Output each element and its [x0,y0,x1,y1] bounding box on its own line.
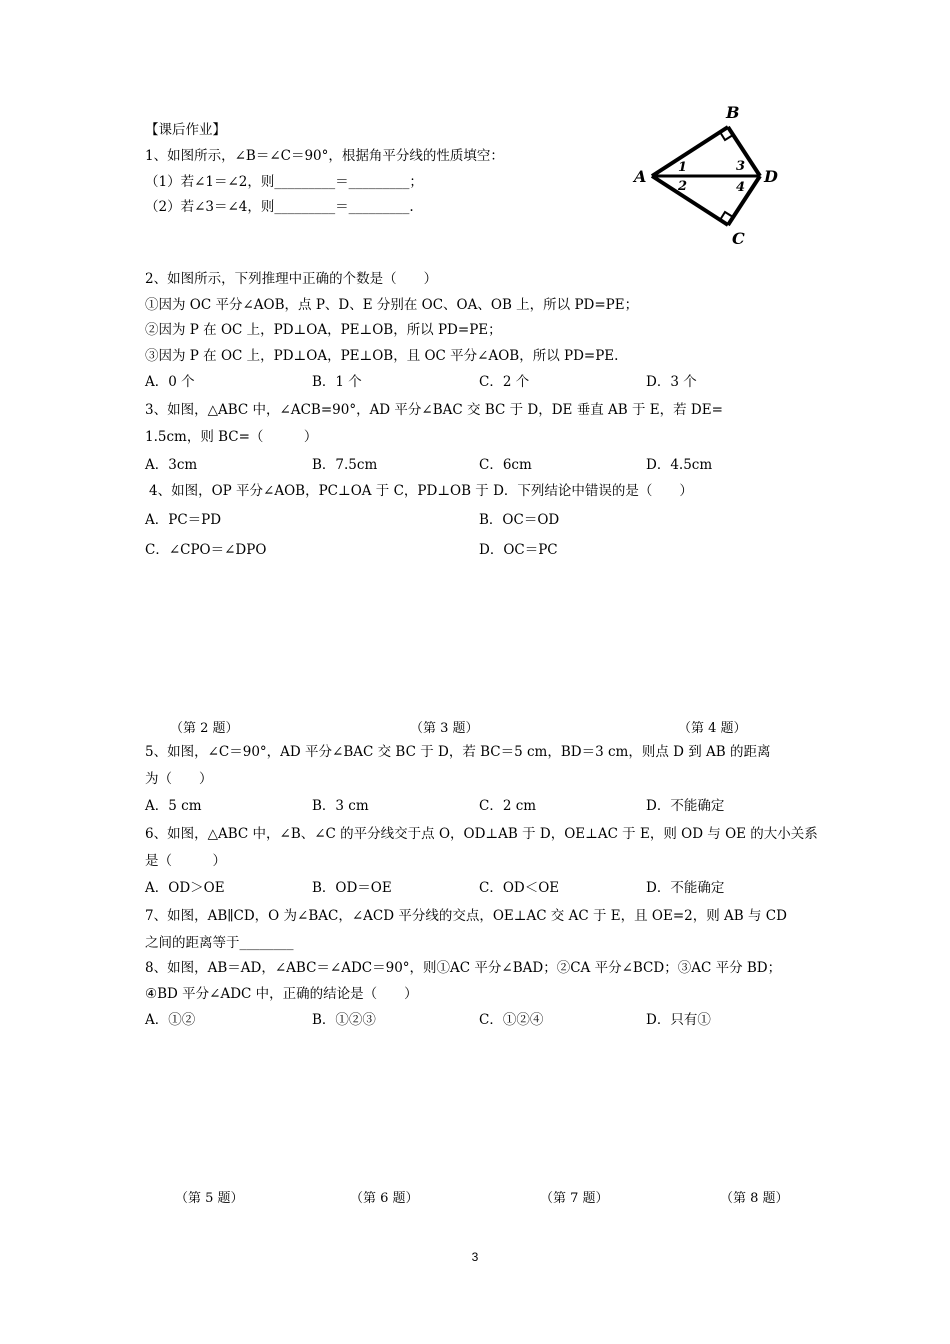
label-b: B [726,103,740,122]
q8-stem-line1: 8、如图，AB＝AD，∠ABC＝∠ADC＝90°，则①AC 平分∠BAD；②CA 平分∠BCD；③AC 平分 BD； [145,960,782,976]
q7-stem-line1: 7、如图，AB∥CD，O 为∠BAC，∠ACD 平分线的交点，OE⊥AC 交 AC 于 E，且 OE=2，则 AB 与 CD [145,908,787,924]
q3-option-b: B．7.5cm [312,457,378,473]
q1-figure [630,98,790,248]
q4-stem: 4、如图，OP 平分∠AOB，PC⊥OA 于 C，PD⊥OB 于 D．下列结论中错误的是（ ） [149,483,693,499]
q5-option-b: B．3 cm [312,798,369,814]
q8-stem-line2: ④BD 平分∠ADC 中，正确的结论是（ ） [145,986,418,1002]
q2-stem: 2、如图所示，下列推理中正确的个数是（ ） [145,271,438,287]
q6-stem-line1: 6、如图，△ABC 中，∠B、∠C 的平分线交于点 O，OD⊥AB 于 D，OE⊥AC 于 E，则 OD 与 OE 的大小关系 [145,826,818,842]
q3-option-c: C．6cm [479,457,532,473]
caption-question-3: （第 3 题） [410,721,479,736]
q6-stem-line2: 是（ ） [145,853,226,869]
q5-stem-line1: 5、如图，∠C＝90°，AD 平分∠BAC 交 BC 于 D，若 BC＝5 cm，BD＝3 cm，则点 D 到 AB 的距离 [145,744,771,760]
caption-question-2: （第 2 题） [170,721,239,736]
q3-option-a: A．3cm [145,457,198,473]
q3-stem-line2: 1.5cm，则 BC=（ ） [145,429,318,445]
q5-option-c: C．2 cm [479,798,537,814]
q6-option-d: D．不能确定 [646,880,725,896]
q2-option-d: D．3 个 [646,374,697,390]
q4-option-d: D．OC＝PC [479,542,558,558]
q8-option-b: B．①②③ [312,1012,376,1028]
caption-question-4: （第 4 题） [678,721,747,736]
q5-option-d: D．不能确定 [646,798,725,814]
label-d: D [764,167,778,186]
q4-option-c: C．∠CPO＝∠DPO [145,542,267,558]
q3-stem-line1: 3、如图，△ABC 中，∠ACB=90°，AD 平分∠BAC 交 BC 于 D，DE 垂直 AB 于 E，若 DE= [145,402,723,418]
section-title: 【课后作业】 [145,122,226,138]
q2-option-b: B．1 个 [312,374,362,390]
label-c: C [732,229,745,248]
caption-question-7: （第 7 题） [540,1191,609,1206]
angle-2-label: 2 [678,179,688,194]
q1-stem: 1、如图所示，∠B＝∠C＝90°，根据角平分线的性质填空： [145,148,504,164]
q3-option-d: D．4.5cm [646,457,713,473]
q6-option-b: B．OD＝OE [312,880,392,896]
q4-option-a: A．PC＝PD [145,512,222,528]
caption-question-5: （第 5 题） [175,1191,244,1206]
q1-part1: （1）若∠1＝∠2，则_________＝_________； [145,174,423,190]
q2-statement-1: ①因为 OC 平分∠AOB，点 P、D、E 分别在 OC、OA、OB 上，所以 PD=PE； [145,297,639,313]
q4-option-b: B．OC＝OD [479,512,560,528]
q6-option-c: C．OD＜OE [479,880,560,896]
angle-3-label: 3 [736,159,746,174]
q5-option-a: A．5 cm [145,798,202,814]
q2-option-c: C．2 个 [479,374,530,390]
caption-question-6: （第 6 题） [350,1191,419,1206]
q2-option-a: A．0 个 [145,374,195,390]
q8-option-c: C．①②④ [479,1012,544,1028]
label-a: A [634,167,647,186]
caption-question-8: （第 8 题） [720,1191,789,1206]
angle-1-label: 1 [678,160,688,175]
q2-statement-2: ②因为 P 在 OC 上，PD⊥OA，PE⊥OB，所以 PD=PE； [145,322,502,338]
page-number: 3 [471,1250,479,1264]
segment-ac [652,176,728,225]
q2-statement-3: ③因为 P 在 OC 上，PD⊥OA，PE⊥OB，且 OC 平分∠AOB，所以 PD=PE. [145,348,619,364]
q8-option-d: D．只有① [646,1012,711,1028]
q8-option-a: A．①② [145,1012,196,1028]
angle-4-label: 4 [736,180,746,195]
q1-part2: （2）若∠3＝∠4，则_________＝_________. [145,199,414,215]
q7-stem-line2: 之间的距离等于________ [145,935,294,951]
q5-stem-line2: 为（ ） [145,771,213,787]
q6-option-a: A．OD＞OE [145,880,225,896]
segment-ab [652,127,728,176]
